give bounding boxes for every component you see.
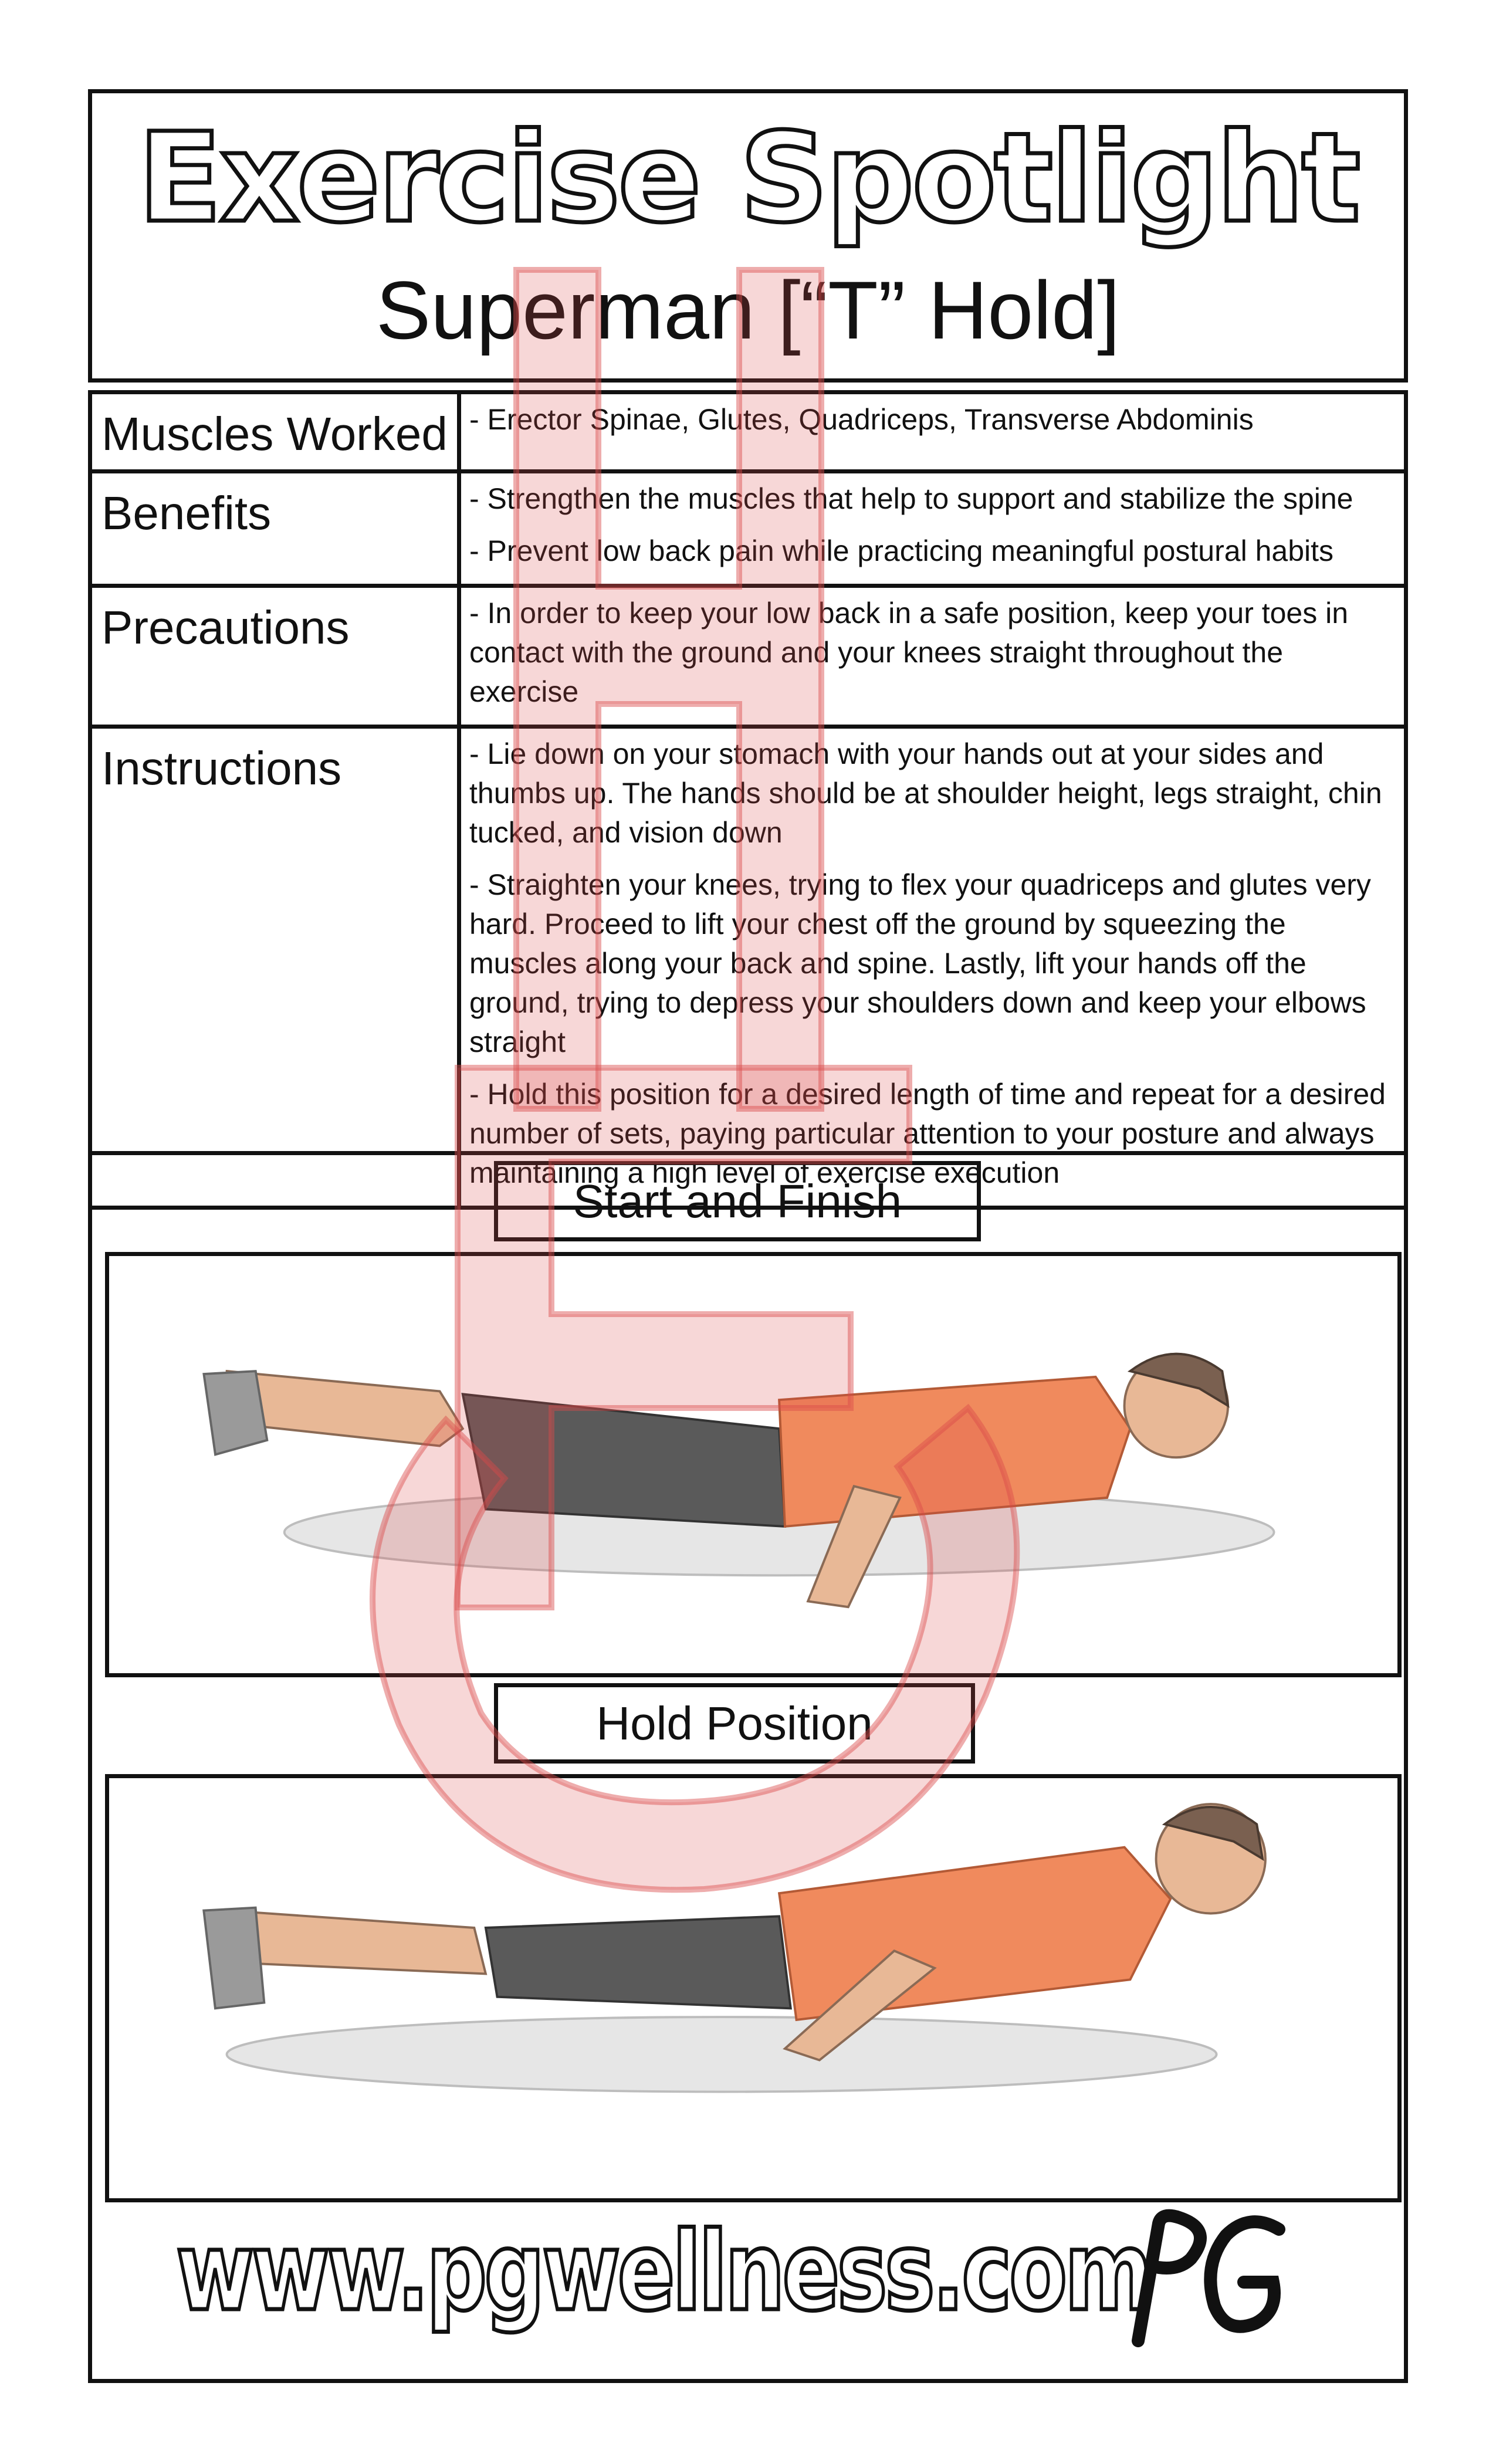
section-label: Precautions (90, 586, 459, 727)
page-title: Exercise Spotlight (137, 106, 1359, 250)
section-label: Instructions (90, 727, 459, 1208)
section-content (459, 392, 1406, 472)
section-label: Benefits (90, 472, 459, 586)
exercise-name: Superman [“T” Hold] (375, 264, 1121, 356)
hold-position-image (105, 1774, 1402, 2202)
section-content (459, 727, 1406, 1208)
superman-hold-illustration (109, 1778, 1397, 2198)
website-url: www.pgwellness.com (176, 2208, 1150, 2335)
list-item: - Prevent low back pain while practicing meaningful postural habits (469, 534, 1333, 567)
list-item: - In order to keep your low back in a safe position, keep your toes in contact with the ground and your knees straight throughout the exercise (469, 597, 1349, 708)
start-finish-image (105, 1252, 1402, 1677)
section-content (459, 472, 1406, 586)
list-item: - Lie down on your stomach with your hands out at your sides and thumbs up. The hands should be at shoulder height, legs straight, chin tucked, and vision down (469, 737, 1382, 849)
list-item: - Straighten your knees, trying to flex your quadriceps and glutes very hard. Proceed to lift your chest off the ground by squeezing the muscles along your back and spine. Lastly, lift your hands off the ground, trying to depress your shoulders down and keep your elbows straight (469, 868, 1371, 1058)
list-item: - Erector Spinae, Glutes, Quadriceps, Transverse Abdominis (469, 403, 1254, 436)
table-row (90, 392, 1406, 472)
header-panel (88, 89, 1408, 383)
prone-start-illustration (109, 1256, 1397, 1673)
section-label: Muscles Worked (90, 392, 459, 472)
hold-position-label: Hold Position (494, 1683, 975, 1764)
info-table (88, 390, 1408, 1210)
list-item: - Strengthen the muscles that help to support and stabilize the spine (469, 482, 1353, 515)
section-content (459, 586, 1406, 727)
pg-logo (1103, 2194, 1297, 2353)
table-row (90, 586, 1406, 727)
table-row (90, 727, 1406, 1208)
list-item: - Hold this position for a desired length of time and repeat for a desired number of sets, paying particular attention to your posture and always maintaining a high level of exercise execution (469, 1078, 1386, 1189)
start-finish-label: Start and Finish (494, 1161, 981, 1241)
table-row (90, 472, 1406, 586)
